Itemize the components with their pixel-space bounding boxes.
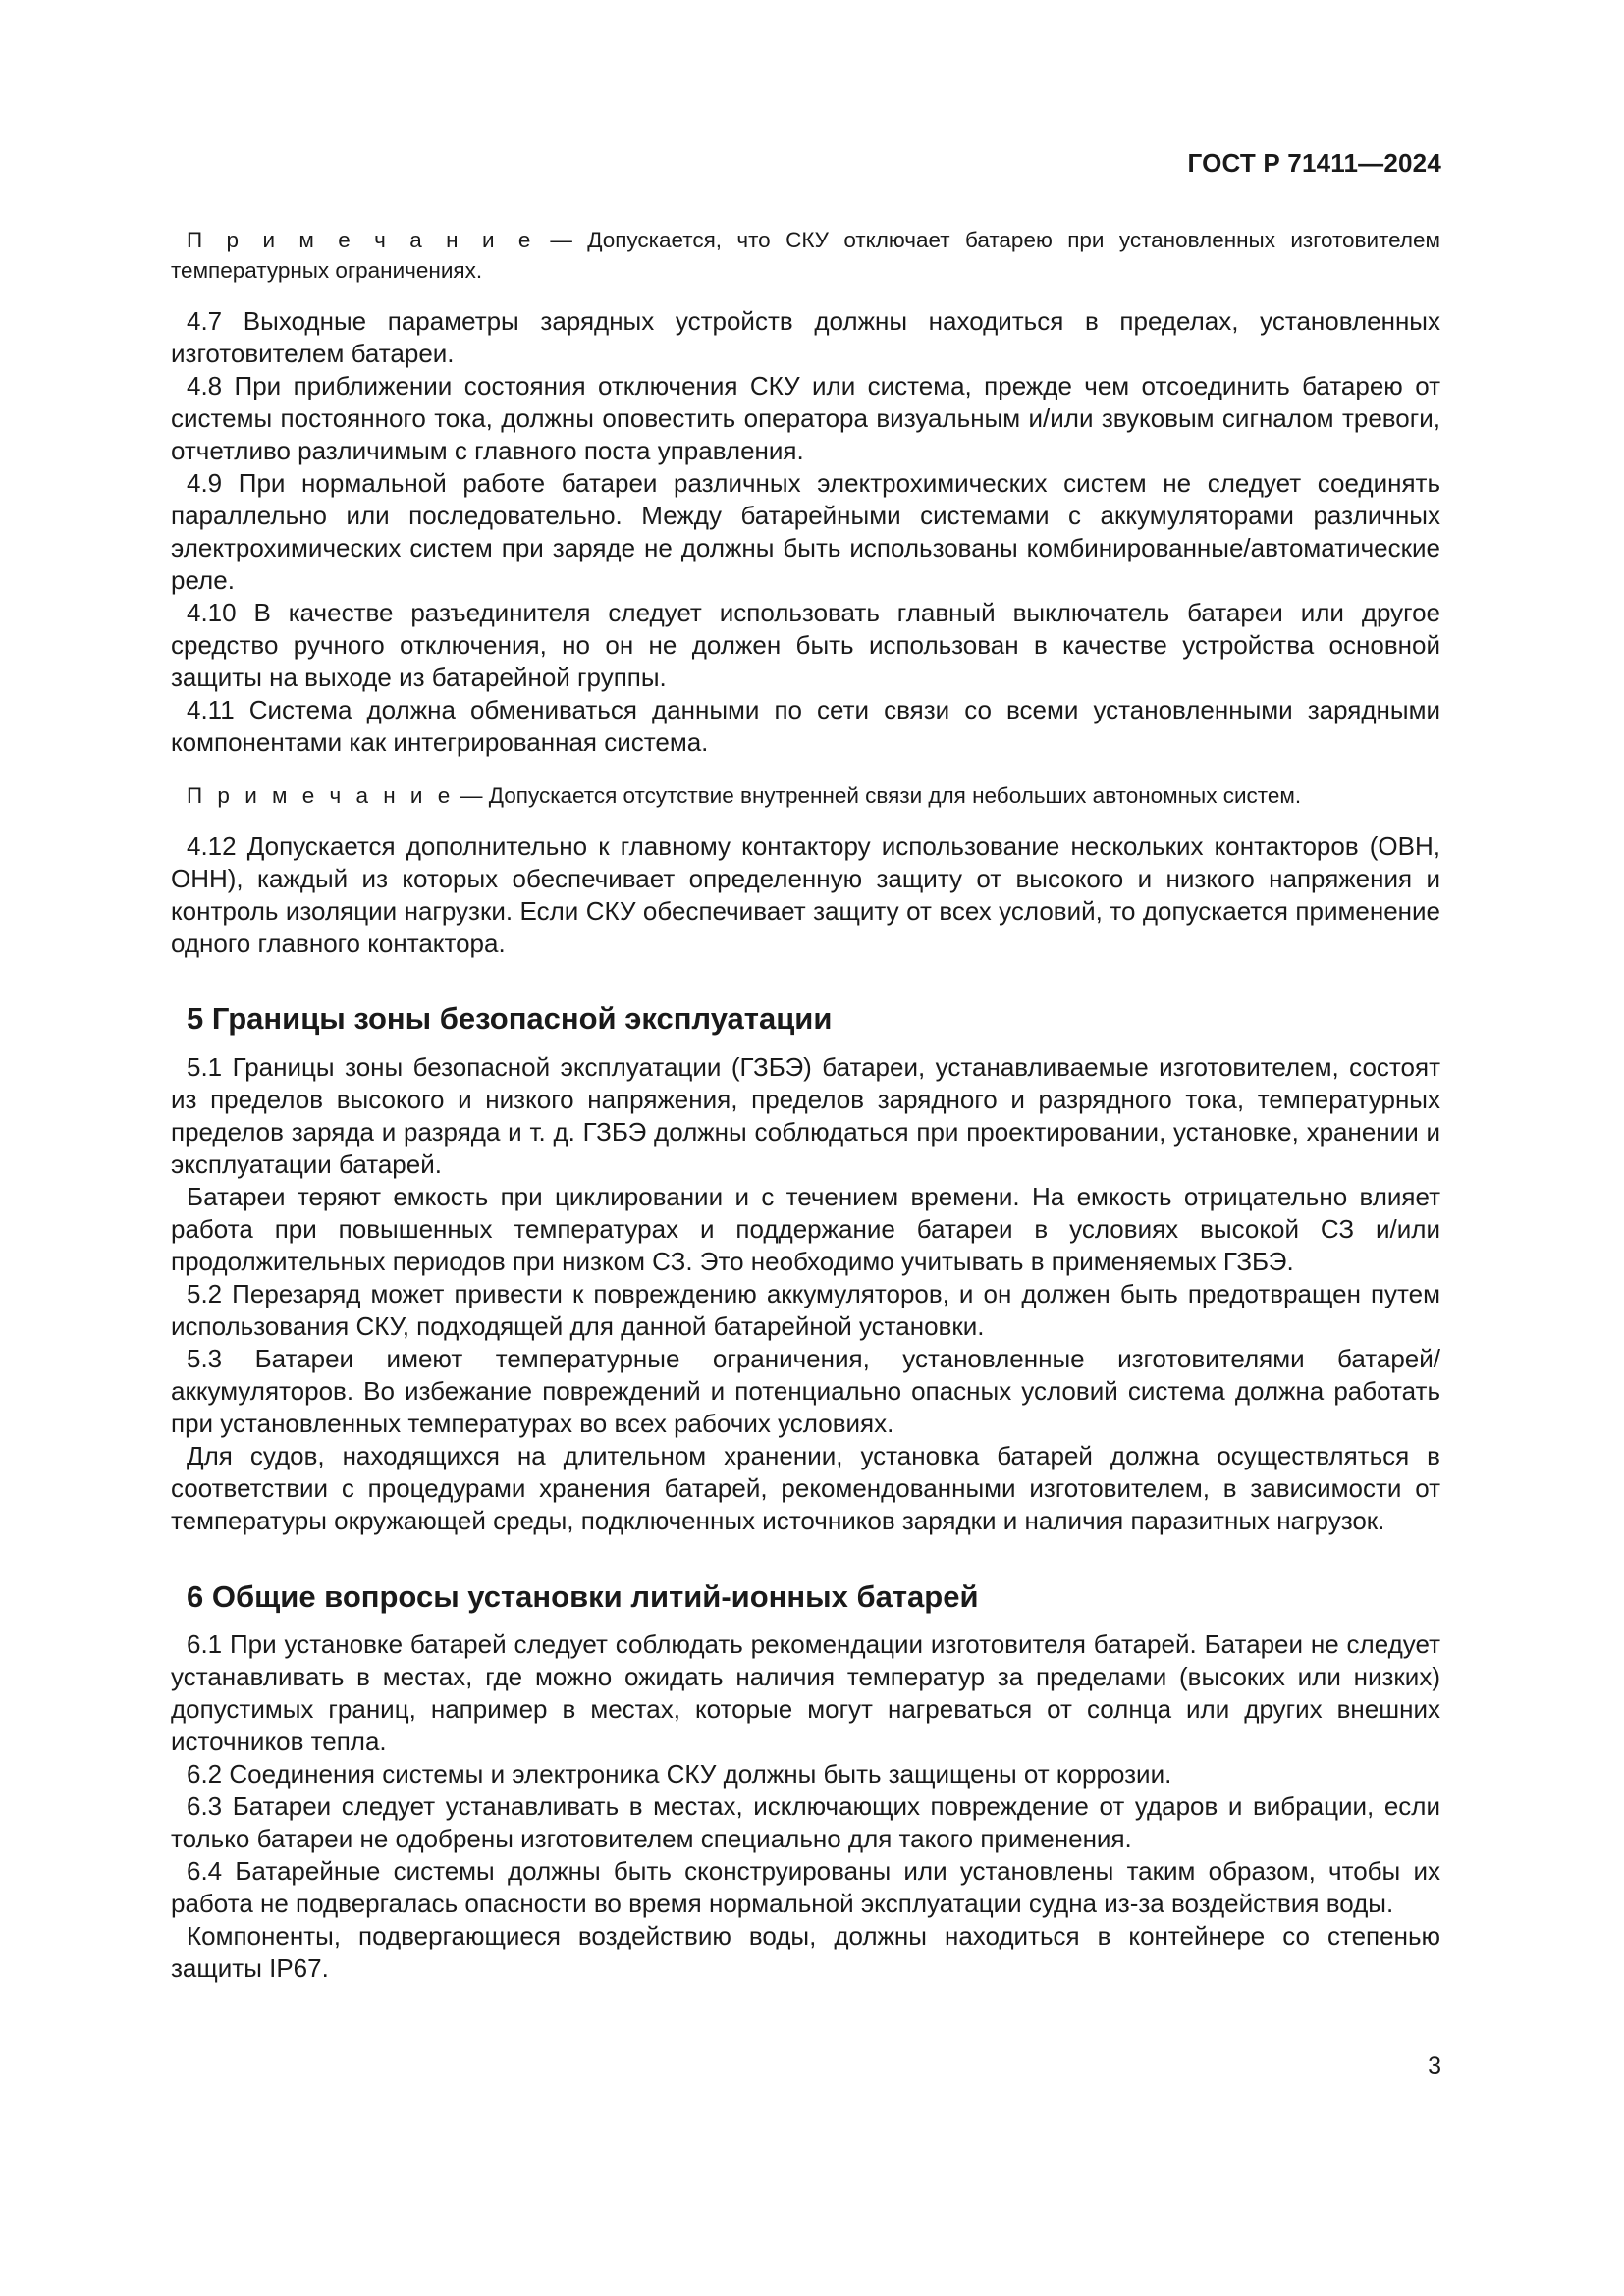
paragraph-5-1: 5.1 Границы зоны безопасной эксплуатации (ГЗБЭ) батареи, устанавливаемые изготовителем, состоят из пределов высокого и низкого напряжения, пределов зарядного и разрядного тока, температурных пределов заряда и разряда и т. д. ГЗБЭ должны соблюдаться при проектировании, установке, хранении и эксплуатации батарей. — [171, 1052, 1440, 1179]
document-body — [171, 225, 1440, 1985]
paragraph-4-9: 4.9 При нормальной работе батареи различных электрохимических систем не следует соединять параллельно или последовательно. Между батарейными системами с аккумуляторами различных электрохимических систем при заряде не должны быть использованы комбинированные/автоматические реле. — [171, 468, 1440, 595]
paragraph-6-3: 6.3 Батареи следует устанавливать в местах, исключающих повреждение от ударов и вибрации, если только батареи не одобрены изготовителем специально для такого применения. — [171, 1791, 1440, 1853]
paragraph-5-3-continued: Для судов, находящихся на длительном хранении, установка батарей должна осуществляться в соответствии с процедурами хранения батарей, рекомендованными изготовителем, в зависимости от температуры окружающей среды, подключенных источников зарядки и наличия паразитных нагрузок. — [171, 1441, 1440, 1535]
section-6-heading: 6 Общие вопросы установки литий-ионных батарей — [187, 1579, 979, 1614]
paragraph-4-7: 4.7 Выходные параметры зарядных устройств должны находиться в пределах, установленных изготовителем батареи. — [171, 306, 1440, 368]
note-text: — Допускается отсутствие внутренней связи для небольших автономных систем. — [454, 783, 1302, 808]
paragraph-4-11: 4.11 Система должна обмениваться данными по сети связи со всеми установленными зарядными компонентами как интегрированная система. — [171, 695, 1440, 757]
paragraph-4-12: 4.12 Допускается дополнительно к главному контактору использование нескольких контакторов (ОВН, ОНН), каждый из которых обеспечивает определенную защиту от высокого и низкого напряжения и контроль изоляции нагрузки. Если СКУ обеспечивает защиту от всех условий, то допускается применение одного главного контактора. — [171, 831, 1440, 958]
paragraph-6-2: 6.2 Соединения системы и электроника СКУ должны быть защищены от коррозии. — [187, 1759, 1172, 1789]
paragraph-6-1: 6.1 При установке батарей следует соблюдать рекомендации изготовителя батарей. Батареи не следует устанавливать в местах, где можно ожидать наличия температур за пределами (высоких или низких) допустимых границ, например в местах, которые могут нагреваться от солнца или других внешних источников тепла. — [171, 1629, 1440, 1756]
paragraph-4-8: 4.8 При приближении состояния отключения СКУ или система, прежде чем отсоединить батарею от системы постоянного тока, должны оповестить оператора визуальным и/или звуковым сигналом тревоги, отчетливо различимым с главного поста управления. — [171, 371, 1440, 465]
section4-paragraphs — [171, 305, 1440, 759]
paragraph-4-10: 4.10 В качестве разъединителя следует использовать главный выключатель батареи или другое средство ручного отключения, но он не должен быть использован в качестве устройства основной защиты на выходе из батарейной группы. — [171, 598, 1440, 692]
paragraph-5-1-continued: Батареи теряют емкость при циклировании и с течением времени. На емкость отрицательно влияет работа при повышенных температурах и поддержание батареи в условиях высокой СЗ и/или продолжительных периодов при низком СЗ. Это необходимо учитывать в применяемых ГЗБЭ. — [171, 1182, 1440, 1276]
standard-code: ГОСТ Р 71411—2024 — [1187, 148, 1441, 178]
note-text: — Допускается, что СКУ отключает батарею при установленных изготовителем температурных ограничениях. — [171, 228, 1440, 283]
paragraph-5-2: 5.2 Перезаряд может привести к повреждению аккумуляторов, и он должен быть предотвращен путем использования СКУ, подходящей для данной батарейной установки. — [171, 1279, 1440, 1341]
section-5-heading: 5 Границы зоны безопасной эксплуатации — [187, 1001, 833, 1036]
note-paragraph — [171, 780, 1440, 811]
paragraph-6-4-continued: Компоненты, подвергающиеся воздействию воды, должны находиться в контейнере со степенью защиты IP67. — [171, 1921, 1440, 1983]
note-label: П р и м е ч а н и е — [187, 228, 535, 252]
paragraph-6-4: 6.4 Батарейные системы должны быть сконструированы или установлены таким образом, чтобы их работа не подвергалась опасности во время нормальной эксплуатации судна из-за воздействия воды. — [171, 1856, 1440, 1918]
note-paragraph — [171, 225, 1440, 286]
note-label: П р и м е ч а н и е — [187, 783, 455, 808]
page-number: 3 — [1428, 2053, 1441, 2080]
paragraph-5-3: 5.3 Батареи имеют температурные ограничения, установленные изготовителями батарей/аккумуляторов. Во избежание повреждений и потенциально опасных условий система должна работать при установленных температурах во всех рабочих условиях. — [171, 1344, 1440, 1438]
